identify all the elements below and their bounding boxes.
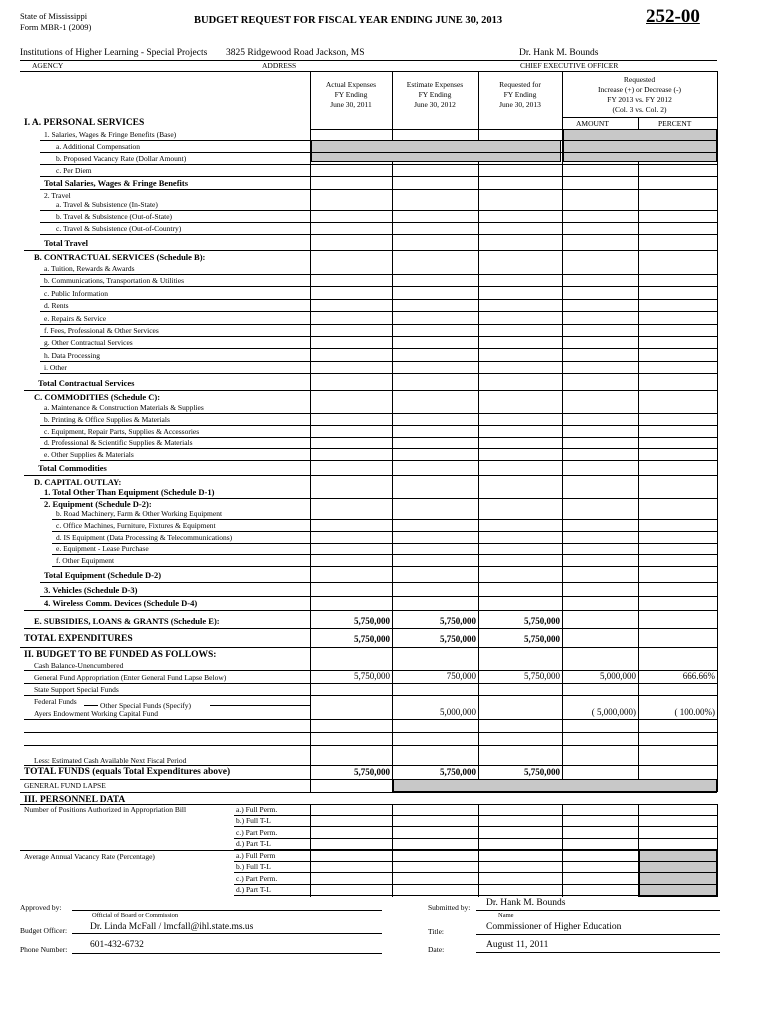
total-funds-actual: 5,750,000 bbox=[354, 767, 390, 777]
cash-balance-label: Cash Balance-Unencumbered bbox=[34, 661, 124, 670]
commodity-item-4: e. Other Supplies & Materials bbox=[44, 450, 134, 460]
personnel-sub2-3: d.) Part T-L bbox=[236, 884, 271, 894]
travel-outstate-label: b. Travel & Subsistence (Out-of-State) bbox=[56, 212, 173, 221]
contractual-item-4: e. Repairs & Service bbox=[44, 313, 107, 323]
total-exp-estimate: 5,750,000 bbox=[440, 634, 476, 644]
agency-name: Institutions of Higher Learning - Special Projects bbox=[20, 48, 208, 58]
shaded-block-lapse bbox=[393, 779, 717, 792]
contractual-item-5: f. Fees, Professional & Other Services bbox=[44, 326, 159, 335]
subsidies-actual: 5,750,000 bbox=[354, 616, 390, 626]
total-salaries-label: Total Salaries, Wages & Fringe Benefits bbox=[44, 178, 189, 188]
total-equipment-label: Total Equipment (Schedule D-2) bbox=[44, 570, 162, 580]
equipment-label: 2. Equipment (Schedule D-2): bbox=[44, 499, 152, 509]
total-expenditures-label: TOTAL EXPENDITURES bbox=[24, 634, 133, 644]
budget-officer-label: Budget Officer: bbox=[20, 926, 68, 935]
subsidies-label: E. SUBSIDIES, LOANS & GRANTS (Schedule E): bbox=[34, 616, 220, 626]
vacancy-rate-label: b. Proposed Vacancy Rate (Dollar Amount) bbox=[56, 154, 187, 163]
ceo-label: CHIEF EXECUTIVE OFFICER bbox=[520, 61, 619, 70]
travel-instate-label: a. Travel & Subsistence (In-State) bbox=[56, 200, 158, 209]
approved-by-label: Approved by: bbox=[20, 903, 62, 912]
contractual-item-7: h. Data Processing bbox=[44, 350, 101, 360]
general-fund-label: General Fund Appropriation (Enter General Fund Lapse Below) bbox=[34, 673, 227, 682]
contractual-item-3: d. Rents bbox=[44, 301, 69, 311]
less-cash-label: Less: Estimated Cash Available Next Fiscal Period bbox=[34, 756, 187, 765]
total-funds-estimate: 5,750,000 bbox=[440, 767, 476, 777]
title-value: Commissioner of Higher Education bbox=[486, 922, 622, 932]
subsidies-estimate: 5,750,000 bbox=[440, 616, 476, 626]
vacancy-avg-label: Average Annual Vacancy Rate (Percentage) bbox=[24, 852, 155, 861]
name-label: Name bbox=[498, 912, 514, 919]
budget-officer-value: Dr. Linda McFall / lmcfall@ihl.state.ms.us bbox=[90, 922, 254, 932]
commodity-item-2: c. Equipment, Repair Parts, Supplies & Accessories bbox=[44, 426, 200, 436]
ayers-percent: ( 100.00%) bbox=[674, 707, 715, 717]
total-commodities-label: Total Commodities bbox=[38, 463, 107, 473]
contractual-item-6: g. Other Contractual Services bbox=[44, 338, 133, 348]
wireless-label: 4. Wireless Comm. Devices (Schedule D-4) bbox=[44, 598, 198, 608]
title-label: Title: bbox=[428, 927, 444, 936]
equipment-item-4: f. Other Equipment bbox=[56, 556, 115, 566]
contractual-heading: B. CONTRACTUAL SERVICES (Schedule B): bbox=[34, 252, 206, 262]
budget-funded-heading: II. BUDGET TO BE FUNDED AS FOLLOWS: bbox=[24, 650, 217, 660]
subsidies-requested: 5,750,000 bbox=[524, 616, 560, 626]
personnel-sub2-2: c.) Part Perm. bbox=[236, 873, 278, 883]
additional-comp-label: a. Additional Compensation bbox=[56, 142, 140, 151]
submitted-by-value: Dr. Hank M. Bounds bbox=[486, 898, 566, 908]
equipment-item-0: b. Road Machinery, Farm & Other Working Equipment bbox=[56, 509, 223, 518]
official-label: Official of Board or Commission bbox=[92, 912, 179, 919]
shaded-block-salaries bbox=[311, 140, 561, 162]
contractual-item-8: i. Other bbox=[44, 363, 67, 373]
commodities-heading: C. COMMODITIES (Schedule C): bbox=[34, 392, 161, 402]
form-label: Form MBR-1 (2009) bbox=[20, 22, 92, 32]
amount-label: AMOUNT bbox=[576, 119, 609, 128]
col-actual-header: Actual Expenses FY Ending June 30, 2011 bbox=[325, 80, 377, 109]
total-contractual-label: Total Contractual Services bbox=[38, 378, 135, 388]
commodity-item-1: b. Printing & Office Supplies & Materials bbox=[44, 414, 170, 424]
general-fund-lapse-label: GENERAL FUND LAPSE bbox=[24, 781, 106, 790]
personnel-heading: III. PERSONNEL DATA bbox=[24, 795, 126, 805]
salaries-label: 1. Salaries, Wages & Fringe Benefits (Base) bbox=[44, 130, 177, 139]
travel-label: 2. Travel bbox=[44, 191, 71, 200]
general-estimate: 750,000 bbox=[446, 671, 476, 681]
personnel-sub-0: a.) Full Perm. bbox=[236, 805, 278, 814]
agency-address: 3825 Ridgewood Road Jackson, MS bbox=[226, 48, 365, 58]
other-than-equipment-label: 1. Total Other Than Equipment (Schedule D-1) bbox=[44, 487, 215, 497]
personnel-sub-3: d.) Part T-L bbox=[236, 838, 271, 848]
ayers-amount: ( 5,000,000) bbox=[591, 707, 636, 717]
address-label: ADDRESS bbox=[262, 61, 297, 70]
commodity-item-0: a. Maintenance & Construction Materials & Supplies bbox=[44, 403, 204, 412]
personnel-sub-2: c.) Part Perm. bbox=[236, 827, 278, 837]
vehicles-label: 3. Vehicles (Schedule D-3) bbox=[44, 585, 138, 595]
general-requested: 5,750,000 bbox=[524, 671, 560, 681]
contractual-item-2: c. Public Information bbox=[44, 288, 108, 298]
personal-services-heading: I. A. PERSONAL SERVICES bbox=[24, 118, 145, 128]
total-funds-label: TOTAL FUNDS (equals Total Expenditures above) bbox=[24, 767, 231, 777]
equipment-item-2: d. IS Equipment (Data Processing & Telecommunications) bbox=[56, 532, 233, 542]
equipment-item-1: c. Office Machines, Furniture, Fixtures & Equipment bbox=[56, 520, 216, 530]
date-label: Date: bbox=[428, 945, 445, 954]
other-special-label: Other Special Funds (Specify) bbox=[100, 701, 192, 710]
phone-value: 601-432-6732 bbox=[90, 940, 144, 950]
positions-label: Number of Positions Authorized in Appropriation Bill bbox=[24, 805, 187, 814]
phone-label: Phone Number: bbox=[20, 945, 68, 954]
shaded-block-change bbox=[563, 129, 717, 162]
total-exp-requested: 5,750,000 bbox=[524, 634, 560, 644]
total-exp-actual: 5,750,000 bbox=[354, 634, 390, 644]
general-amount: 5,000,000 bbox=[600, 671, 636, 681]
submitted-by-label: Submitted by: bbox=[428, 903, 471, 912]
general-percent: 666.66% bbox=[682, 671, 715, 681]
total-travel-label: Total Travel bbox=[44, 238, 88, 248]
commodity-item-3: d. Professional & Scientific Supplies & Materials bbox=[44, 438, 193, 448]
shaded-block-vacancy bbox=[639, 850, 717, 897]
page-title: BUDGET REQUEST FOR FISCAL YEAR ENDING JUNE 30, 2013 bbox=[194, 15, 503, 26]
personnel-sub-1: b.) Full T-L bbox=[236, 816, 271, 826]
date-value: August 11, 2011 bbox=[486, 940, 549, 950]
capital-outlay-heading: D. CAPITAL OUTLAY: bbox=[34, 477, 122, 487]
equipment-item-3: e. Equipment - Lease Purchase bbox=[56, 544, 149, 554]
federal-funds-label: Federal Funds bbox=[34, 697, 77, 706]
ayers-estimate: 5,000,000 bbox=[440, 707, 476, 717]
col-requested-header: Requested for FY Ending June 30, 2013 bbox=[499, 80, 541, 109]
per-diem-label: c. Per Diem bbox=[56, 166, 92, 175]
contractual-item-0: a. Tuition, Rewards & Awards bbox=[44, 264, 135, 273]
contractual-item-1: b. Communications, Transportation & Utilities bbox=[44, 276, 185, 286]
travel-outcountry-label: c. Travel & Subsistence (Out-of-Country) bbox=[56, 224, 182, 233]
col-estimate-header: Estimate Expenses FY Ending June 30, 2012 bbox=[406, 80, 464, 109]
percent-label: PERCENT bbox=[658, 119, 692, 128]
ceo-name: Dr. Hank M. Bounds bbox=[519, 48, 599, 58]
general-actual: 5,750,000 bbox=[354, 671, 390, 681]
total-funds-requested: 5,750,000 bbox=[524, 767, 560, 777]
col-change-header: Requested Increase (+) or Decrease (-) FY 2013 vs. FY 2012 (Col. 3 vs. Col. 2) bbox=[598, 75, 681, 114]
state-support-label: State Support Special Funds bbox=[34, 685, 119, 694]
ayers-label: Ayers Endowment Working Capital Fund bbox=[34, 709, 158, 718]
form-number: 252-00 bbox=[646, 6, 700, 27]
agency-label: AGENCY bbox=[32, 61, 64, 70]
state-label: State of Mississippi bbox=[20, 11, 88, 21]
personnel-sub2-1: b.) Full T-L bbox=[236, 862, 271, 872]
personnel-sub2-0: a.) Full Perm bbox=[236, 851, 276, 860]
